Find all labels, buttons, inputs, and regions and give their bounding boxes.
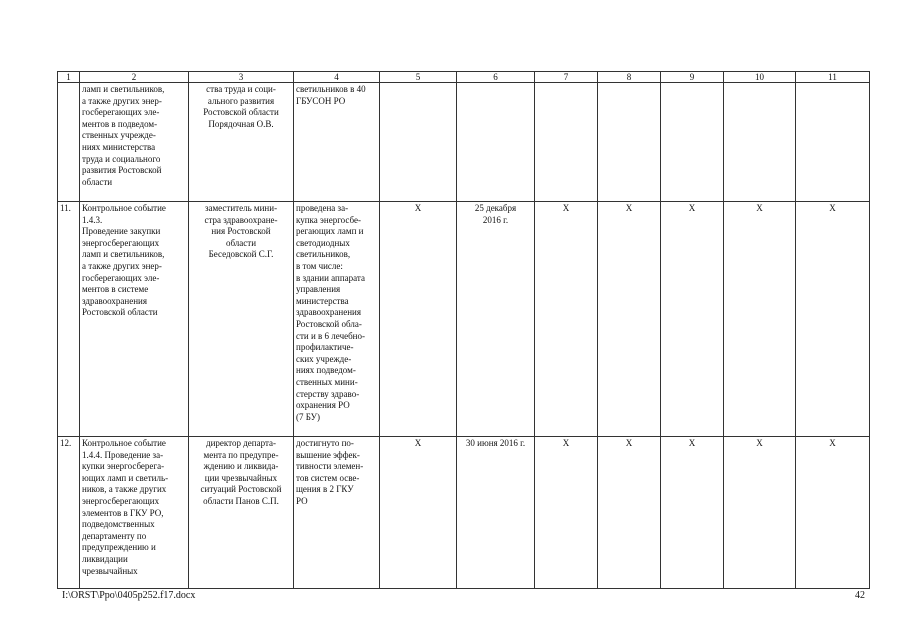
cell-col6 <box>457 83 535 202</box>
row-number: 11. <box>58 202 80 437</box>
header-cell: 3 <box>189 72 294 83</box>
header-cell: 2 <box>80 72 189 83</box>
cell-col6: 30 июня 2016 г. <box>457 437 535 589</box>
file-path: I:\ORST\Ppo\0405p252.f17.docx <box>62 590 196 601</box>
cell-col8: X <box>598 202 661 437</box>
header-cell: 10 <box>724 72 796 83</box>
header-cell: 6 <box>457 72 535 83</box>
cell-col10 <box>724 83 796 202</box>
cell-col5 <box>380 83 457 202</box>
cell-col9: X <box>661 202 724 437</box>
cell-col7: X <box>535 437 598 589</box>
cell-col9: X <box>661 437 724 589</box>
event-cell: Контрольное событие 1.4.4. Проведение за- купки энергосберега- ющих ламп и светиль- ников, а также других энергосберегающих элементов в ГКУ РО, подведомственных департаменту по предупреждению и ликвидации чрезвычайных <box>80 437 189 589</box>
table-row <box>58 202 870 437</box>
cell-col6: 25 декабря 2016 г. <box>457 202 535 437</box>
responsible-cell: ства труда и соци- ального развития Ростовской области Порядочная О.В. <box>189 83 294 202</box>
header-cell: 8 <box>598 72 661 83</box>
result-cell: проведена за- купка энергосбе- регающих ламп и светодиодных светильников, в том числе: в здании аппарата управления министерства здравоохранения Ростовской обла- сти и в 6 лечебно- профилактиче- ских учрежде- ниях подведом- ственных мини- стерству здраво- охранения РО (7 БУ) <box>294 202 380 437</box>
page-number: 42 <box>855 590 865 601</box>
cell-col11 <box>796 83 870 202</box>
cell-col10: X <box>724 202 796 437</box>
header-cell: 11 <box>796 72 870 83</box>
cell-col11: X <box>796 437 870 589</box>
row-number <box>58 83 80 202</box>
result-cell: достигнуто по- вышение эффек- тивности элемен- тов систем осве- щения в 2 ГКУ РО <box>294 437 380 589</box>
responsible-cell: директор департа- мента по предупре- ждению и ликвида- ции чрезвычайных ситуаций Ростовской области Панов С.П. <box>189 437 294 589</box>
cell-col10: X <box>724 437 796 589</box>
responsible-cell: заместитель мини- стра здравоохране- ния Ростовской области Беседовской С.Г. <box>189 202 294 437</box>
cell-col7 <box>535 83 598 202</box>
table-row <box>58 83 870 202</box>
event-cell: Контрольное событие 1.4.3. Проведение закупки энергосберегающих ламп и светильников, а также других энер- госберегающих эле- ментов в системе здравоохранения Ростовской области <box>80 202 189 437</box>
header-cell: 1 <box>58 72 80 83</box>
table-row <box>58 437 870 589</box>
header-cell: 4 <box>294 72 380 83</box>
result-cell: светильников в 40 ГБУСОН РО <box>294 83 380 202</box>
cell-col9 <box>661 83 724 202</box>
cell-col8: X <box>598 437 661 589</box>
header-cell: 5 <box>380 72 457 83</box>
row-number: 12. <box>58 437 80 589</box>
cell-col8 <box>598 83 661 202</box>
cell-col5: X <box>380 202 457 437</box>
header-cell: 9 <box>661 72 724 83</box>
event-cell: ламп и светильников, а также других энер- госберегающих эле- ментов в подведом- ственных учрежде- ниях министерства труда и социального развития Ростовской области <box>80 83 189 202</box>
plan-table <box>57 71 870 589</box>
cell-col11: X <box>796 202 870 437</box>
cell-col7: X <box>535 202 598 437</box>
header-row <box>58 72 870 83</box>
header-cell: 7 <box>535 72 598 83</box>
cell-col5: X <box>380 437 457 589</box>
